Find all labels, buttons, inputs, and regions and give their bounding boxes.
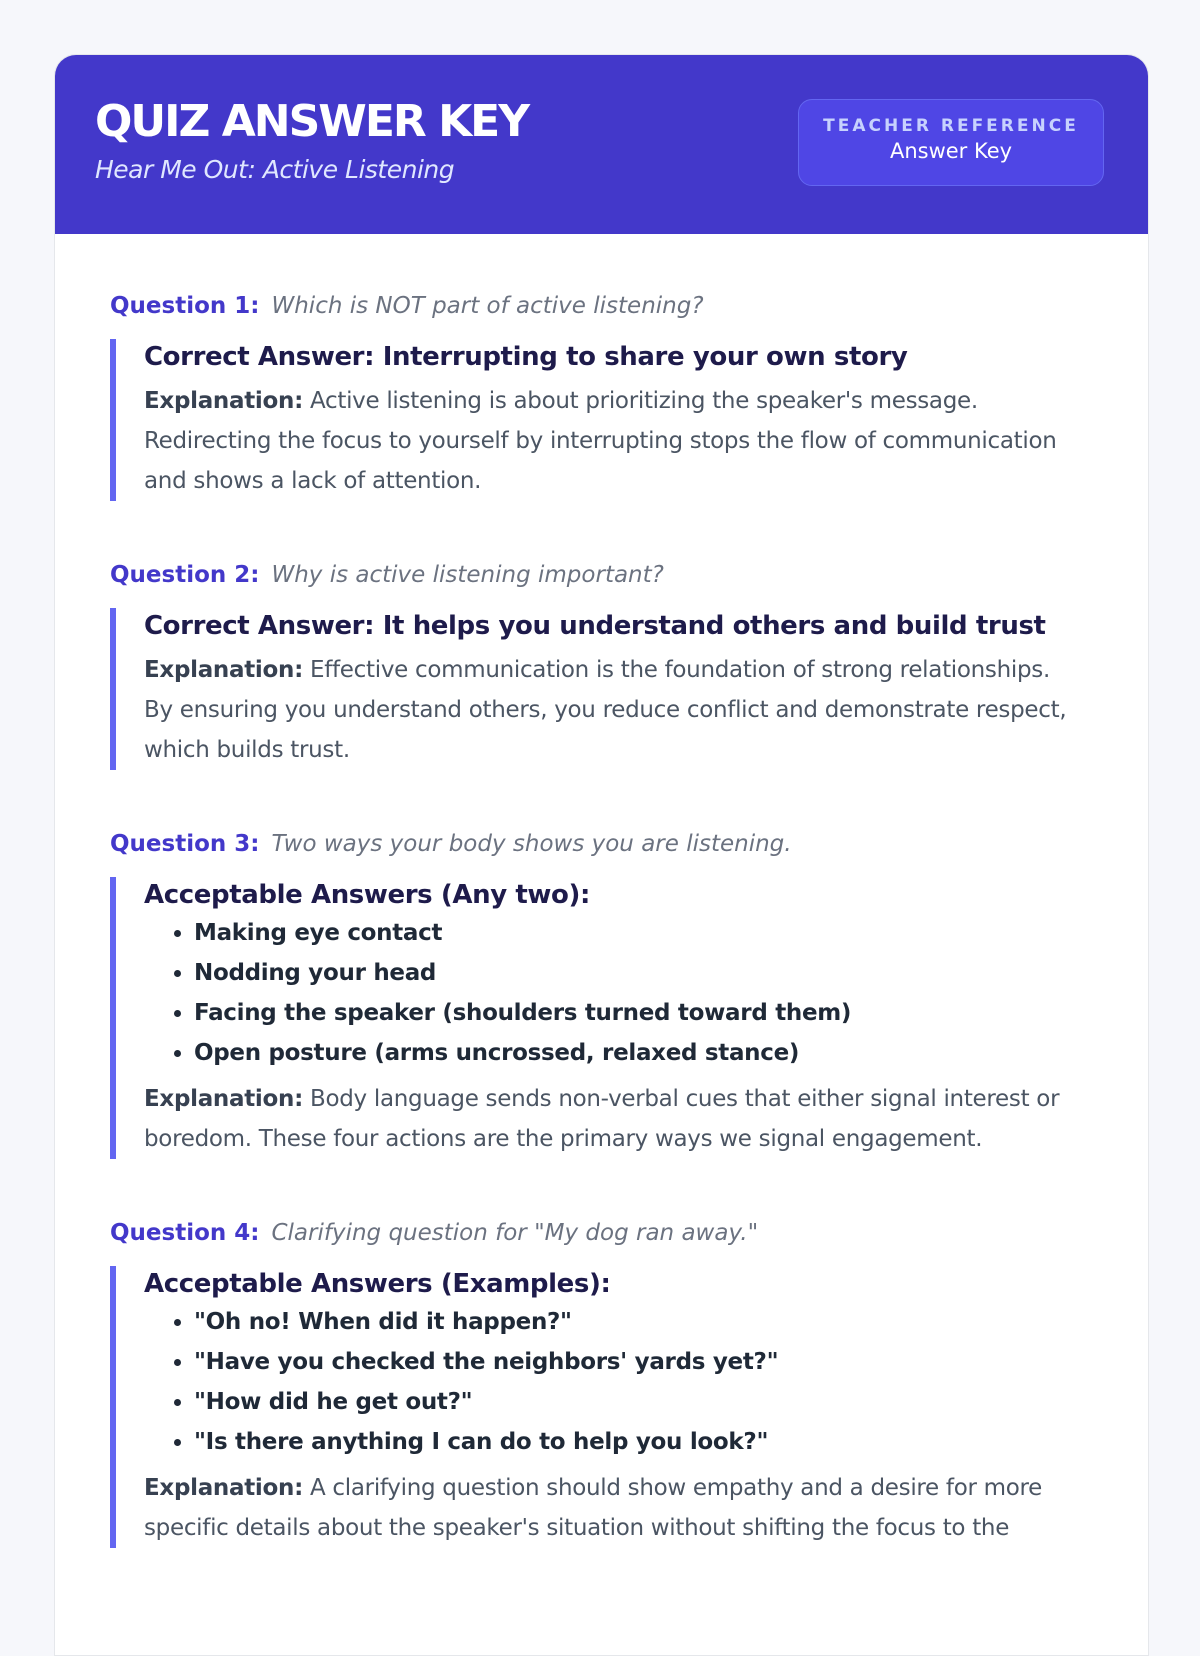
acceptable-answers-list xyxy=(144,1302,1084,1462)
question-item xyxy=(110,557,1148,770)
answer-box xyxy=(110,608,1084,770)
question-label: Question 2: xyxy=(110,562,260,588)
list-item: • "Oh no! When did it happen?" xyxy=(194,1302,1084,1342)
list-item: • "How did he get out?" xyxy=(194,1382,1084,1422)
question-text: Which is NOT part of active listening? xyxy=(271,293,704,319)
page-subtitle: Hear Me Out: Active Listening xyxy=(95,155,455,184)
question-label: Question 1: xyxy=(110,293,260,319)
answer-title: Acceptable Answers (Examples): xyxy=(144,1269,611,1299)
answer-box xyxy=(110,877,1084,1159)
answer-box xyxy=(110,339,1084,501)
question-item xyxy=(110,288,1148,501)
answer-title: Acceptable Answers (Any two): xyxy=(144,880,590,910)
explanation-text: Effective communication is the foundation of strong relationships. By ensuring you understand others, you reduce conflict and demonstrate respect, which builds trust. xyxy=(144,657,1067,763)
explanation-label: Explanation: xyxy=(144,388,303,414)
question-line xyxy=(110,557,1148,593)
acceptable-answers-list xyxy=(144,913,1084,1073)
list-item: • "Is there anything I can do to help you look?" xyxy=(194,1422,1084,1462)
header-banner xyxy=(55,55,1148,234)
explanation-label: Explanation: xyxy=(144,657,303,683)
list-item: • Nodding your head xyxy=(194,953,1084,993)
question-text: Two ways your body shows you are listening. xyxy=(271,831,792,857)
explanation xyxy=(144,1468,1084,1548)
badge-value: Answer Key xyxy=(889,139,1013,163)
explanation-text: A clarifying question should show empathy and a desire for more specific details about the speaker's situation without shifting the focus to the xyxy=(144,1475,1043,1541)
teacher-reference-badge xyxy=(798,99,1104,186)
question-item xyxy=(110,1215,1148,1548)
list-item: • Making eye contact xyxy=(194,913,1084,953)
question-label: Question 4: xyxy=(110,1220,260,1246)
question-text: Clarifying question for "My dog ran away." xyxy=(271,1220,759,1246)
explanation-label: Explanation: xyxy=(144,1475,303,1501)
questions-list xyxy=(55,234,1148,1548)
answer-title: Correct Answer: It helps you understand others and build trust xyxy=(144,611,1046,641)
question-line xyxy=(110,288,1148,324)
explanation xyxy=(144,650,1084,770)
question-item xyxy=(110,826,1148,1159)
question-line xyxy=(110,826,1148,862)
explanation-label: Explanation: xyxy=(144,1086,303,1112)
list-item: • "Have you checked the neighbors' yards yet?" xyxy=(194,1342,1084,1382)
list-item: • Facing the speaker (shoulders turned toward them) xyxy=(194,993,1084,1033)
list-item: • Open posture (arms uncrossed, relaxed stance) xyxy=(194,1033,1084,1073)
page-title: QUIZ ANSWER KEY xyxy=(95,96,529,147)
explanation-text: Body language sends non-verbal cues that either signal interest or boredom. These four actions are the primary ways we signal engagement. xyxy=(144,1086,1060,1152)
explanation-text: Active listening is about prioritizing the speaker's message. Redirecting the focus to yourself by interrupting stops the flow of communication and shows a lack of attention. xyxy=(144,388,1057,494)
answer-box xyxy=(110,1266,1084,1548)
badge-kicker: TEACHER REFERENCE xyxy=(823,116,1079,136)
answer-title: Correct Answer: Interrupting to share your own story xyxy=(144,342,908,372)
question-line xyxy=(110,1215,1148,1251)
explanation xyxy=(144,1079,1084,1159)
explanation xyxy=(144,381,1084,501)
answer-key-card xyxy=(54,54,1149,1656)
question-text: Why is active listening important? xyxy=(271,562,664,588)
question-label: Question 3: xyxy=(110,831,260,857)
